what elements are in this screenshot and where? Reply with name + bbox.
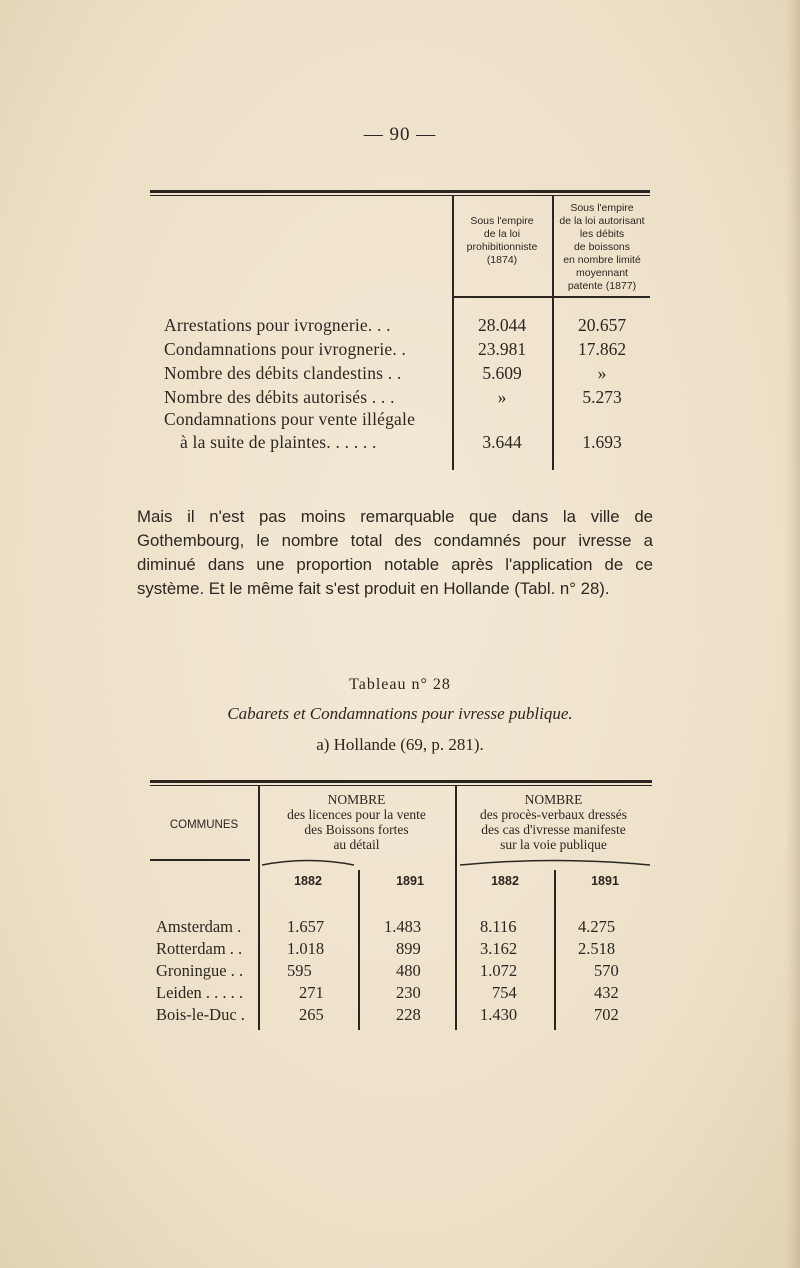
cell-value: 230 bbox=[396, 983, 421, 1002]
cell-value: » bbox=[497, 387, 507, 407]
row-label: Nombre des débits autorisés . . . bbox=[164, 387, 395, 407]
cell-value: 480 bbox=[396, 961, 421, 980]
header-line: des procès-verbaux dressés bbox=[480, 807, 627, 822]
brace-left bbox=[262, 856, 354, 866]
commune-name: Rotterdam . . bbox=[156, 939, 243, 958]
column-divider bbox=[554, 870, 556, 1030]
cell-value: 2.518 bbox=[578, 939, 616, 958]
table-title: Tableau n° 28 bbox=[349, 676, 451, 693]
year-header: 1891 bbox=[396, 874, 424, 888]
cell-value: 899 bbox=[396, 939, 421, 958]
header-line: prohibitionniste bbox=[466, 241, 538, 253]
header-line: de la loi autorisant bbox=[559, 215, 645, 227]
header-line: les débits bbox=[579, 228, 625, 240]
cell-value: 1.430 bbox=[480, 1005, 518, 1024]
cell-value: 265 bbox=[299, 1005, 324, 1024]
table-top-rule-thin bbox=[150, 785, 652, 786]
cell-value: 595 bbox=[287, 961, 312, 980]
cell-value: 5.609 bbox=[482, 363, 522, 383]
cell-value: » bbox=[597, 363, 607, 383]
row-label: Nombre des débits clandestins . . bbox=[164, 363, 402, 383]
cell-value: 28.044 bbox=[477, 315, 527, 335]
header-line: en nombre limité bbox=[563, 254, 641, 266]
header-line: des Boissons fortes bbox=[304, 822, 409, 837]
page-number: — 90 — bbox=[363, 124, 437, 145]
header-line: NOMBRE bbox=[524, 792, 583, 807]
table-hollande bbox=[150, 780, 652, 1030]
cell-value: 20.657 bbox=[577, 315, 627, 335]
cell-value: 702 bbox=[594, 1005, 619, 1024]
cell-value: 1.483 bbox=[384, 917, 422, 936]
row-label: à la suite de plaintes. . . . . . bbox=[180, 432, 377, 452]
cell-value: 4.275 bbox=[578, 917, 616, 936]
commune-name: Groningue . . bbox=[156, 961, 244, 980]
column-header-1877 bbox=[550, 202, 654, 293]
header-line: des cas d'ivresse manifeste bbox=[481, 822, 626, 837]
commune-name: Amsterdam . bbox=[156, 917, 242, 936]
header-line: moyennant bbox=[576, 267, 628, 279]
year-header: 1891 bbox=[591, 874, 619, 888]
communes-header: COMMUNES bbox=[169, 819, 239, 831]
header-line: (1874) bbox=[486, 254, 518, 266]
cell-value: 17.862 bbox=[577, 339, 627, 359]
row-label: Arrestations pour ivrognerie. . . bbox=[164, 315, 391, 335]
cell-value: 1.018 bbox=[287, 939, 325, 958]
cell-value: 432 bbox=[594, 983, 619, 1002]
commune-name: Bois-le-Duc . bbox=[156, 1005, 245, 1024]
column-header-1874 bbox=[452, 215, 552, 267]
header-line: patente (1877) bbox=[567, 280, 637, 292]
cell-value: 1.657 bbox=[287, 917, 325, 936]
header-bottom-rule bbox=[150, 859, 250, 861]
row-label: Condamnations pour vente illégale bbox=[164, 409, 416, 429]
header-line: NOMBRE bbox=[327, 792, 386, 807]
commune-name: Leiden . . . . . bbox=[156, 983, 244, 1002]
cell-value: 1.072 bbox=[480, 961, 518, 980]
body-paragraph: Mais il n'est pas moins remarquable que dans la ville de Gothembourg, le nombre total des condamnés pour ivresse a diminué dans une proportion notable après l'application de ce système. Et le même fait s'est produit en Hollande (Tabl. n° 28). bbox=[137, 507, 653, 598]
brace-right bbox=[460, 856, 650, 866]
table-top-rule bbox=[150, 780, 652, 783]
cell-value: 3.644 bbox=[482, 432, 522, 452]
proces-verbaux-header bbox=[455, 792, 652, 852]
year-header: 1882 bbox=[491, 874, 519, 888]
row-label: Condamnations pour ivrognerie. . bbox=[164, 339, 407, 359]
header-line: Sous l'empire bbox=[470, 215, 534, 227]
cell-value: 754 bbox=[492, 983, 517, 1002]
cell-value: 271 bbox=[299, 983, 324, 1002]
header-line: au détail bbox=[333, 837, 380, 852]
cell-value: 5.273 bbox=[582, 387, 622, 407]
header-line: sur la voie publique bbox=[500, 837, 607, 852]
table-top-rule-thin bbox=[150, 195, 650, 196]
table-subsubtitle: a) Hollande (69, p. 281). bbox=[316, 735, 484, 754]
column-divider bbox=[358, 870, 360, 1030]
cell-value: 228 bbox=[396, 1005, 421, 1024]
header-line: Sous l'empire bbox=[570, 202, 634, 214]
header-bottom-rule bbox=[452, 296, 650, 298]
cell-value: 3.162 bbox=[480, 939, 518, 958]
page-edge-shadow bbox=[786, 0, 800, 1268]
licences-header bbox=[258, 792, 455, 852]
header-line: de boissons bbox=[573, 241, 631, 253]
year-header: 1882 bbox=[294, 874, 322, 888]
table-subtitle: Cabarets et Condamnations pour ivresse publique. bbox=[227, 704, 573, 723]
cell-value: 1.693 bbox=[582, 432, 622, 452]
table-gothembourg bbox=[150, 190, 650, 470]
cell-value: 8.116 bbox=[480, 917, 517, 936]
header-line: des licences pour la vente bbox=[287, 807, 426, 822]
cell-value: 23.981 bbox=[477, 339, 527, 359]
table-top-rule bbox=[150, 190, 650, 193]
header-line: de la loi bbox=[483, 228, 521, 240]
cell-value: 570 bbox=[594, 961, 619, 980]
